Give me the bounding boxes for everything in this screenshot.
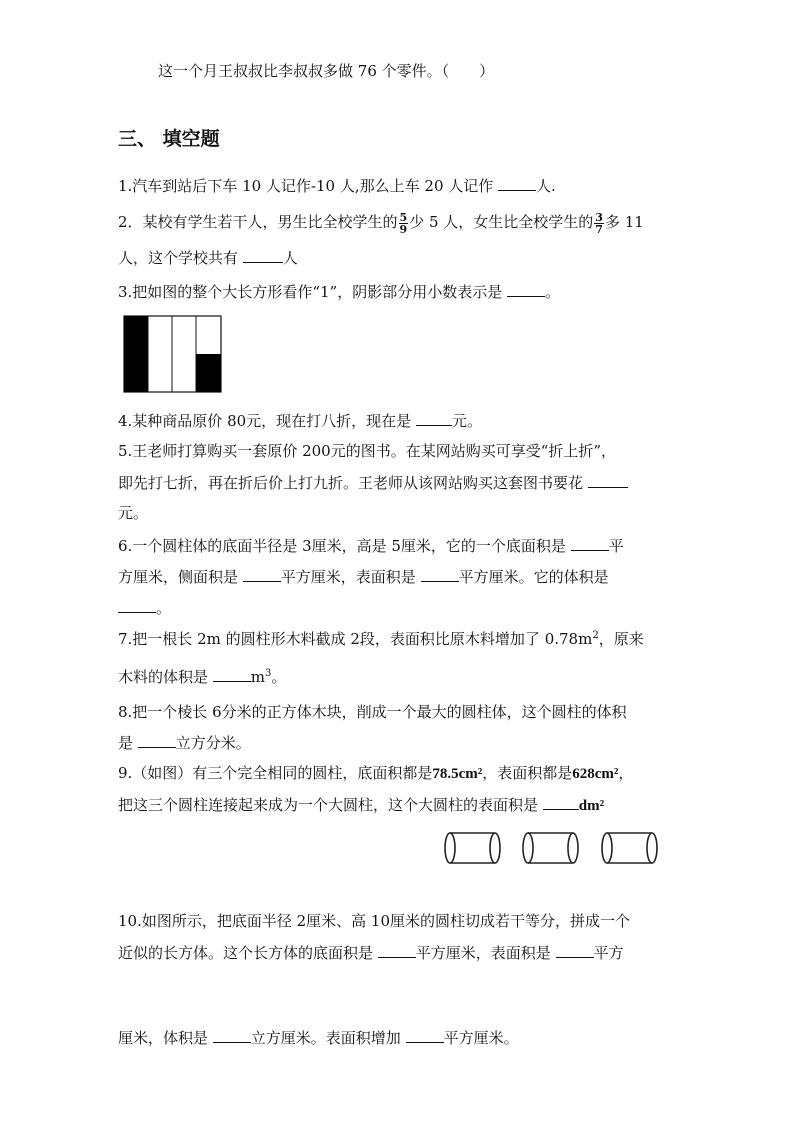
- question-3-text: 3.把如图的整个大长方形看作“1”，阴影部分用小数表示是: [118, 283, 503, 301]
- surface-area-value: 628cm²: [572, 766, 619, 782]
- question-8-line-2a: 是: [118, 734, 134, 752]
- question-10-line-3c: 平方厘米。: [443, 1029, 519, 1047]
- question-5-line-2-text: 即先打七折，再在折后价上打九折。王老师从该网站购买这套图书要花: [118, 474, 584, 492]
- question-10-line-2a: 近似的长方体。这个长方体的底面积是: [118, 944, 374, 962]
- question-6-line-3: 。: [156, 599, 172, 617]
- question-1-text: 1.汽车到站后下车 10 人记作-10 人,那么上车 20 人记作: [118, 177, 494, 195]
- cylinder: [602, 833, 657, 863]
- answer-blank[interactable]: [416, 410, 452, 426]
- question-6-line-2b: 平方厘米，表面积是: [280, 568, 416, 586]
- question-2-line-1: [118, 209, 644, 235]
- question-10-line-2b: 平方厘米，表面积是: [415, 944, 551, 962]
- question-4: [118, 410, 482, 431]
- shaded-half-column: [196, 354, 221, 392]
- question-6-line-3: [118, 597, 171, 618]
- fraction-numerator: 5: [399, 210, 408, 224]
- question-2-part-1: 2．某校有学生若干人，男生比全校学生的: [118, 213, 398, 231]
- answer-blank[interactable]: [406, 1027, 444, 1043]
- question-10-line-2: [118, 942, 624, 963]
- three-cylinders-figure: [440, 828, 665, 868]
- answer-blank[interactable]: [378, 942, 416, 958]
- answer-blank[interactable]: [498, 175, 536, 191]
- question-3: [118, 281, 560, 302]
- cylinder: [445, 833, 500, 863]
- question-8-line-1: 8.把一个棱长 6分米的正方体木块，削成一个最大的圆柱体，这个圆柱的体积: [118, 703, 627, 721]
- base-area-value: 78.5cm²: [432, 766, 483, 782]
- question-6-line-1a: 6.一个圆柱体的底面半径是 3厘米，高是 5厘米，它的一个底面积是: [118, 537, 566, 555]
- question-4-tail: 元。: [451, 412, 482, 430]
- question-2-line-2b: 人: [282, 249, 298, 267]
- superscript: 3: [265, 668, 272, 679]
- fraction-3-7: [594, 212, 604, 235]
- answer-blank[interactable]: [543, 794, 579, 810]
- question-10-line-3b: 立方厘米。表面积增加: [250, 1029, 401, 1047]
- question-9-line-1b: ，表面积都是: [482, 764, 573, 782]
- question-6-line-2: [118, 566, 609, 587]
- question-6-line-2c: 平方厘米。它的体积是: [458, 568, 609, 586]
- question-5-line-3: 元。: [118, 504, 149, 522]
- fraction-denominator: 9: [399, 222, 408, 236]
- answer-blank[interactable]: [213, 666, 251, 682]
- answer-blank[interactable]: [213, 1027, 251, 1043]
- answer-blank[interactable]: [243, 566, 281, 582]
- question-10-line-1: 10.如图所示，把底面半径 2厘米、高 10厘米的圆柱切成若干等分，拼成一个: [118, 912, 631, 930]
- question-2-line-2a: 人，这个学校共有: [118, 249, 239, 267]
- question-10-line-3: [118, 1027, 519, 1048]
- answer-blank[interactable]: [507, 281, 545, 297]
- question-6-line-1b: 平: [608, 537, 624, 555]
- superscript: 2: [592, 630, 599, 641]
- question-5-line-1: 5.王老师打算购买一套原价 200元的图书。在某网站购买可享受“折上折”，: [118, 442, 617, 460]
- answer-blank[interactable]: [571, 535, 609, 551]
- fraction-5-9: [399, 212, 409, 235]
- answer-blank[interactable]: [556, 942, 594, 958]
- question-7-line-2: [118, 666, 286, 687]
- fraction-numerator: 3: [595, 210, 603, 224]
- shaded-rectangle-figure: [123, 315, 223, 395]
- question-7-line-2c: 。: [271, 668, 287, 686]
- question-7-unit: m: [250, 668, 266, 686]
- question-8-line-2b: 立方分米。: [175, 734, 251, 752]
- question-9-line-1: [118, 763, 633, 784]
- question-10-line-2c: 平方: [593, 944, 624, 962]
- question-9-line-1a: 9.（如图）有三个完全相同的圆柱，底面积都是: [118, 764, 433, 782]
- question-9-line-2: [118, 794, 604, 816]
- question-5-line-2: [118, 472, 628, 493]
- fraction-denominator: 7: [595, 222, 603, 236]
- question-4-text: 4.某种商品原价 80元，现在打八折，现在是: [118, 412, 412, 430]
- question-8-line-2: [118, 732, 251, 753]
- question-2-part-2: 少 5 人，女生比全校学生的: [409, 213, 594, 231]
- shaded-column: [124, 316, 148, 392]
- cylinder: [523, 833, 578, 863]
- answer-blank[interactable]: [243, 247, 283, 263]
- question-10-line-3a: 厘米，体积是: [118, 1029, 209, 1047]
- top-line: 这一个月王叔叔比李叔叔多做 76 个零件。（ ）: [158, 62, 495, 80]
- section-title: 三、 填空题: [118, 128, 220, 150]
- question-2-part-3: 多 11: [604, 213, 644, 231]
- question-6-line-2a: 方厘米，侧面积是: [118, 568, 239, 586]
- question-6-line-1: [118, 535, 624, 556]
- answer-blank[interactable]: [588, 472, 628, 488]
- question-1-tail: 人.: [536, 177, 556, 195]
- question-9-line-1c: ，: [618, 764, 634, 782]
- question-2-line-2: [118, 247, 298, 268]
- question-9-line-2a: 把这三个圆柱连接起来成为一个大圆柱，这个大圆柱的表面积是: [118, 796, 539, 814]
- answer-blank[interactable]: [421, 566, 459, 582]
- answer-blank[interactable]: [118, 597, 156, 613]
- question-9-unit: dm²: [578, 798, 605, 814]
- answer-blank[interactable]: [138, 732, 176, 748]
- question-3-tail: 。: [544, 283, 560, 301]
- question-7-line-1a: 7.把一根长 2m 的圆柱形木料截成 2段，表面积比原木料增加了 0.78m: [118, 630, 593, 648]
- question-7-line-1: [118, 629, 644, 649]
- question-7-line-1b: ，原来: [598, 630, 644, 648]
- question-7-line-2a: 木料的体积是: [118, 668, 209, 686]
- question-1: [118, 175, 556, 196]
